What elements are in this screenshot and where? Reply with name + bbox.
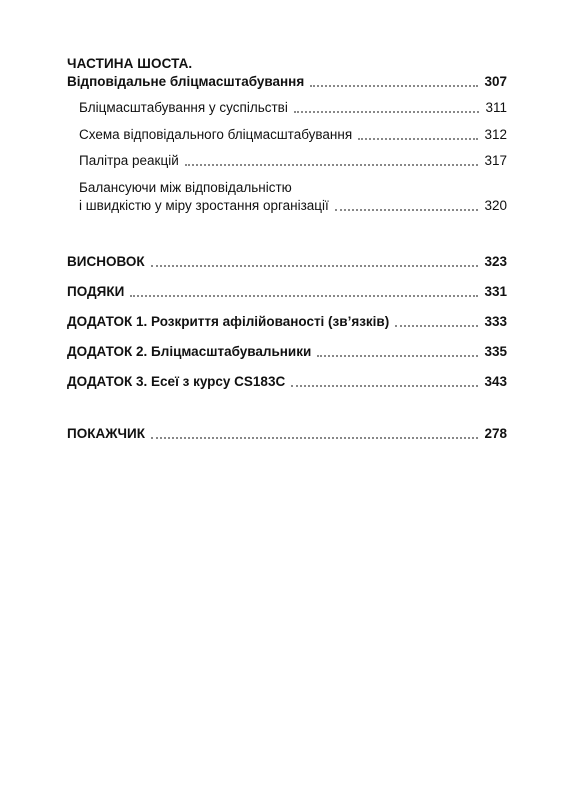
toc-entry-page: 278: [484, 426, 507, 441]
toc-subentry-page: 317: [484, 153, 507, 168]
toc-entry-conclusion[interactable]: [67, 253, 507, 271]
dot-leader: [151, 437, 478, 439]
toc-entry-page: 323: [484, 254, 507, 269]
toc-entry-title: ДОДАТОК 2. Бліцмасштабувальники: [67, 344, 312, 359]
dot-leader: [294, 111, 480, 113]
dot-leader: [310, 85, 478, 87]
toc-subentry-title-line1: Балансуючи між відповідальністю: [79, 180, 292, 195]
toc-subentry-page: 312: [484, 127, 507, 142]
toc-entry-appendix-2[interactable]: [67, 343, 507, 361]
dot-leader: [395, 325, 478, 327]
toc-subentry-title: [79, 179, 329, 215]
dot-leader: [151, 265, 479, 267]
toc-subentry[interactable]: [67, 126, 507, 144]
dot-leader: [185, 164, 479, 166]
toc-entry-appendix-3[interactable]: [67, 373, 507, 391]
toc-entry-part-six[interactable]: [67, 73, 507, 91]
dot-leader: [335, 209, 479, 211]
toc-subentry-title: Бліцмасштабування у суспільстві: [79, 100, 288, 115]
dot-leader: [291, 385, 478, 387]
toc-subentry-title: Палітра реакцій: [79, 153, 179, 168]
toc-subentry[interactable]: [67, 99, 507, 117]
toc-subentry-title: Схема відповідального бліцмасштабування: [79, 127, 353, 142]
toc-subentry-page: 311: [485, 100, 507, 115]
toc-subentry-page: 320: [484, 198, 507, 213]
part-label: ЧАСТИНА ШОСТА.: [67, 56, 193, 71]
toc-entry-acknowledgements[interactable]: [67, 283, 507, 301]
toc-entry-title: ПОКАЖЧИК: [67, 426, 145, 441]
toc-entry-title: ДОДАТОК 3. Есеї з курсу CS183C: [67, 374, 286, 389]
table-of-contents: [67, 55, 507, 443]
toc-entry-title: ВИСНОВОК: [67, 254, 145, 269]
toc-entry-page: 333: [484, 314, 507, 329]
toc-subentry[interactable]: [67, 152, 507, 170]
toc-subentry[interactable]: [67, 179, 507, 215]
dot-leader: [358, 138, 478, 140]
toc-subentry-title-line2: і швидкістю у міру зростання організації: [79, 198, 329, 213]
toc-entry-page: 307: [484, 74, 507, 89]
toc-entry-page: 343: [484, 374, 507, 389]
toc-entry-title: Відповідальне бліцмасштабування: [67, 74, 305, 89]
dot-leader: [317, 355, 478, 357]
toc-entry-page: 331: [484, 284, 507, 299]
toc-entry-page: 335: [484, 344, 507, 359]
toc-entry-appendix-1[interactable]: [67, 313, 507, 331]
dot-leader: [130, 295, 478, 297]
toc-entry-index[interactable]: [67, 425, 507, 443]
toc-entry-title: ДОДАТОК 1. Розкриття афілійованості (зв’язків): [67, 314, 390, 329]
toc-entry-title: ПОДЯКИ: [67, 284, 125, 299]
